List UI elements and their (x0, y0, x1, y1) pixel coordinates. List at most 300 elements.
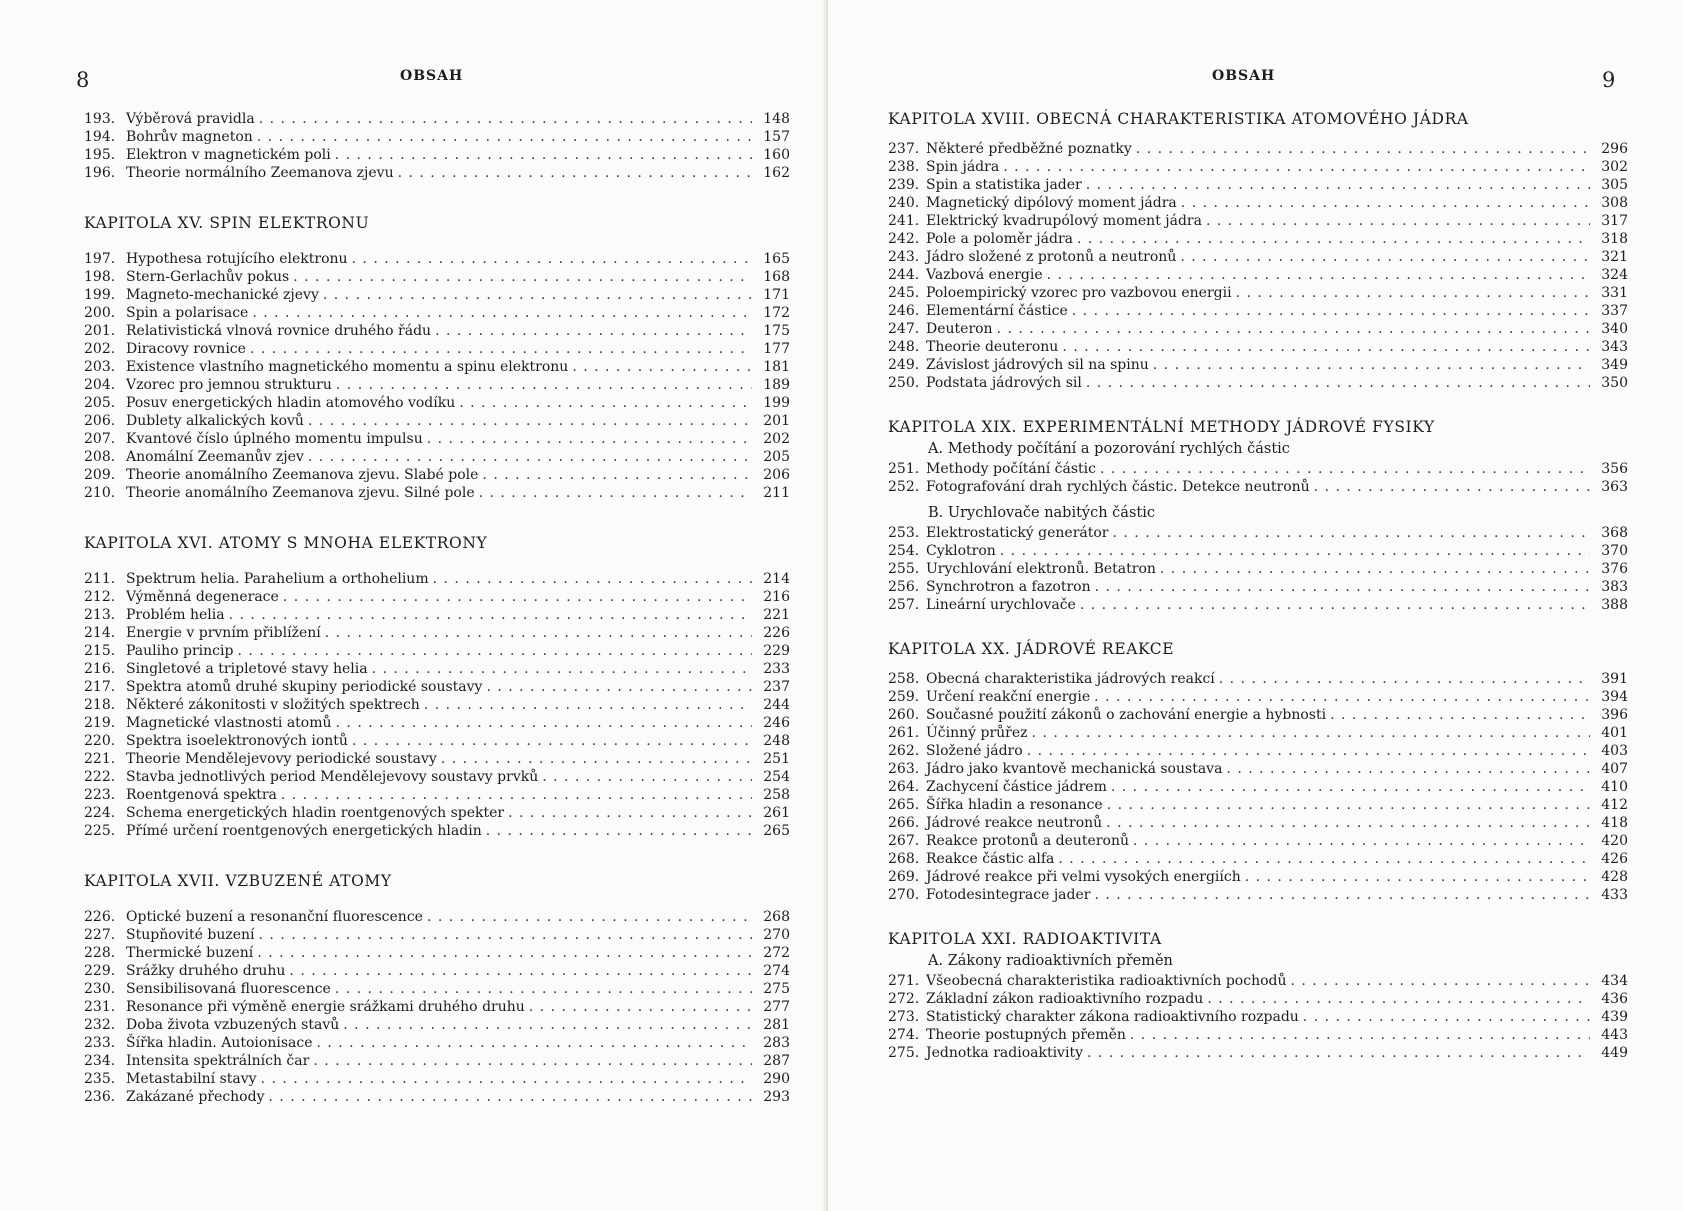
entry-title: Výměnná degenerace (126, 589, 279, 605)
entry-number: 249. (888, 357, 920, 373)
toc-entry (84, 786, 790, 804)
entry-title: Lineární urychlovače (926, 597, 1076, 613)
toc-entry (84, 768, 790, 786)
entry-page-number: 388 (1601, 597, 1628, 613)
entry-title: Výběrová pravidla (126, 111, 255, 127)
dot-leader (1180, 248, 1590, 266)
entry-page-number: 343 (1601, 339, 1628, 355)
entry-number: 250. (888, 375, 920, 391)
entry-title: Stupňovité buzení (126, 927, 255, 943)
toc-entry (84, 340, 790, 358)
toc-entry (84, 944, 790, 962)
toc-entry (888, 796, 1628, 814)
toc-entry (84, 642, 790, 660)
entry-number: 244. (888, 267, 920, 283)
toc-entry (888, 524, 1628, 542)
entry-page-number: 177 (763, 341, 790, 357)
entry-title: Reakce protonů a deuteronů (926, 833, 1129, 849)
dot-leader (372, 660, 752, 678)
toc-entry (888, 832, 1628, 850)
toc-left (84, 110, 790, 1106)
entry-page-number: 157 (763, 129, 790, 145)
entry-number: 256. (888, 579, 920, 595)
toc-entry (84, 588, 790, 606)
entry-number: 226. (84, 909, 116, 925)
entry-title: Hypothesa rotujícího elektronu (126, 251, 348, 267)
entry-number: 257. (888, 597, 920, 613)
dot-leader (289, 962, 752, 980)
entry-title: Existence vlastního magnetického momentu a spinu elektronu (126, 359, 569, 375)
entry-number: 259. (888, 689, 920, 705)
entry-title: Určení reakční energie (926, 689, 1091, 705)
toc-entry (84, 304, 790, 322)
entry-number: 196. (84, 165, 116, 181)
entry-title: Spin jádra (926, 159, 1000, 175)
entry-page-number: 412 (1601, 797, 1628, 813)
entry-title: Vazbová energie (926, 267, 1043, 283)
entry-page-number: 226 (763, 625, 790, 641)
entry-page-number: 283 (763, 1035, 790, 1051)
entry-title: Energie v prvním přiblížení (126, 625, 321, 641)
entry-title: Přímé určení roentgenových energetických hladin (126, 823, 482, 839)
toc-entry (84, 110, 790, 128)
entry-page-number: 160 (763, 147, 790, 163)
entry-number: 219. (84, 715, 116, 731)
entry-title: Stern-Gerlachův pokus (126, 269, 290, 285)
toc-entry (888, 990, 1628, 1008)
dot-leader (1207, 990, 1590, 1008)
entry-title: Bohrův magneton (126, 129, 253, 145)
dot-leader (229, 606, 752, 624)
toc-group (888, 524, 1628, 614)
entry-number: 230. (84, 981, 116, 997)
entry-number: 193. (84, 111, 116, 127)
entry-page-number: 420 (1601, 833, 1628, 849)
toc-entry (84, 570, 790, 588)
entry-page-number: 168 (763, 269, 790, 285)
entry-title: Diracovy rovnice (126, 341, 246, 357)
entry-page-number: 331 (1601, 285, 1628, 301)
entry-page-number: 396 (1601, 707, 1628, 723)
entry-title: Složené jádro (926, 743, 1023, 759)
dot-leader (1206, 212, 1590, 230)
dot-leader (261, 1070, 752, 1088)
entry-number: 246. (888, 303, 920, 319)
dot-leader (257, 944, 752, 962)
entry-title: Podstata jádrových sil (926, 375, 1082, 391)
toc-entry (888, 850, 1628, 868)
entry-page-number: 350 (1601, 375, 1628, 391)
toc-entry (888, 760, 1628, 778)
dot-leader (259, 110, 752, 128)
dot-leader (441, 750, 752, 768)
toc-entry (888, 248, 1628, 266)
entry-title: Pauliho princip (126, 643, 234, 659)
dot-leader (435, 322, 752, 340)
entry-number: 271. (888, 973, 920, 989)
entry-title: Závislost jádrových sil na spinu (926, 357, 1149, 373)
toc-group (888, 670, 1628, 904)
toc-entry (888, 158, 1628, 176)
entry-page-number: 272 (763, 945, 790, 961)
entry-page-number: 434 (1601, 973, 1628, 989)
dot-leader (1160, 560, 1590, 578)
entry-title: Jádro jako kvantově mechanická soustava (926, 761, 1223, 777)
entry-number: 258. (888, 671, 920, 687)
entry-page-number: 175 (763, 323, 790, 339)
toc-entry (888, 868, 1628, 886)
entry-title: Roentgenová spektra (126, 787, 277, 803)
dot-leader (486, 678, 752, 696)
toc-entry (84, 1070, 790, 1088)
entry-page-number: 251 (763, 751, 790, 767)
entry-number: 235. (84, 1071, 116, 1087)
dot-leader (1086, 374, 1590, 392)
entry-page-number: 436 (1601, 991, 1628, 1007)
toc-entry (888, 338, 1628, 356)
entry-number: 262. (888, 743, 920, 759)
entry-page-number: 324 (1601, 267, 1628, 283)
entry-page-number: 189 (763, 377, 790, 393)
chapter-heading: KAPITOLA XX. JÁDROVÉ REAKCE (888, 640, 1175, 658)
toc-entry (84, 926, 790, 944)
dot-leader (1058, 850, 1590, 868)
dot-leader (1047, 266, 1590, 284)
entry-page-number: 216 (763, 589, 790, 605)
toc-group (888, 972, 1628, 1062)
entry-title: Současné použití zákonů o zachování energie a hybnosti (926, 707, 1327, 723)
entry-number: 272. (888, 991, 920, 1007)
entry-title: Zachycení částice jádrem (926, 779, 1107, 795)
entry-number: 206. (84, 413, 116, 429)
dot-leader (1094, 688, 1590, 706)
dot-leader (1072, 302, 1590, 320)
toc-entry (84, 804, 790, 822)
toc-entry (84, 998, 790, 1016)
toc-entry (888, 212, 1628, 230)
toc-entry (888, 1026, 1628, 1044)
entry-title: Magneto-mechanické zjevy (126, 287, 319, 303)
entry-page-number: 401 (1601, 725, 1628, 741)
entry-title: Thermické buzení (126, 945, 254, 961)
entry-page-number: 229 (763, 643, 790, 659)
toc-entry (888, 230, 1628, 248)
toc-entry (84, 678, 790, 696)
toc-entry (888, 596, 1628, 614)
toc-entry (84, 128, 790, 146)
chapter-heading: KAPITOLA XXI. RADIOAKTIVITA (888, 930, 1162, 948)
entry-number: 234. (84, 1053, 116, 1069)
toc-entry (84, 412, 790, 430)
dot-leader (308, 412, 752, 430)
entry-title: Synchrotron a fazotron (926, 579, 1091, 595)
entry-title: Posuv energetických hladin atomového vodíku (126, 395, 456, 411)
dot-leader (1245, 868, 1590, 886)
toc-entry (888, 302, 1628, 320)
dot-leader (1314, 478, 1590, 496)
entry-title: Jednotka radioaktivity (926, 1045, 1083, 1061)
entry-title: Všeobecná charakteristika radioaktivních pochodů (926, 973, 1287, 989)
toc-entry (84, 322, 790, 340)
toc-group (84, 570, 790, 840)
entry-number: 233. (84, 1035, 116, 1051)
toc-group (888, 140, 1628, 392)
toc-entry (84, 732, 790, 750)
entry-page-number: 443 (1601, 1027, 1628, 1043)
entry-number: 273. (888, 1009, 920, 1025)
entry-title: Reakce částic alfa (926, 851, 1055, 867)
entry-number: 213. (84, 607, 116, 623)
entry-number: 239. (888, 177, 920, 193)
entry-title: Fotodesintegrace jader (926, 887, 1091, 903)
entry-page-number: 268 (763, 909, 790, 925)
dot-leader (1095, 578, 1590, 596)
dot-leader (335, 146, 752, 164)
dot-leader (1080, 596, 1590, 614)
entry-title: Theorie deuteronu (926, 339, 1059, 355)
entry-title: Theorie anomálního Zeemanova zjevu. Slabé pole (126, 467, 479, 483)
entry-page-number: 275 (763, 981, 790, 997)
toc-entry (84, 624, 790, 642)
dot-leader (335, 980, 752, 998)
dot-leader (308, 448, 752, 466)
dot-leader (1111, 778, 1590, 796)
toc-entry (84, 1034, 790, 1052)
dot-leader (424, 696, 752, 714)
toc-entry (888, 724, 1628, 742)
toc-entry (84, 962, 790, 980)
entry-number: 221. (84, 751, 116, 767)
entry-page-number: 246 (763, 715, 790, 731)
entry-number: 203. (84, 359, 116, 375)
dot-leader (1219, 670, 1590, 688)
entry-page-number: 290 (763, 1071, 790, 1087)
entry-page-number: 318 (1601, 231, 1628, 247)
entry-page-number: 305 (1601, 177, 1628, 193)
entry-number: 242. (888, 231, 920, 247)
toc-entry (84, 164, 790, 182)
entry-number: 229. (84, 963, 116, 979)
entry-page-number: 370 (1601, 543, 1628, 559)
entry-number: 231. (84, 999, 116, 1015)
toc-entry (888, 972, 1628, 990)
dot-leader (1086, 176, 1590, 194)
toc-entry (84, 750, 790, 768)
entry-page-number: 308 (1601, 195, 1628, 211)
toc-entry (888, 688, 1628, 706)
toc-entry (84, 394, 790, 412)
dot-leader (1226, 760, 1590, 778)
entry-page-number: 254 (763, 769, 790, 785)
dot-leader (250, 340, 752, 358)
entry-page-number: 356 (1601, 461, 1628, 477)
entry-page-number: 274 (763, 963, 790, 979)
entry-title: Spektra isoelektronových iontů (126, 733, 348, 749)
entry-page-number: 211 (763, 485, 790, 501)
entry-page-number: 165 (763, 251, 790, 267)
entry-title: Jádrové reakce při velmi vysokých energiích (926, 869, 1241, 885)
dot-leader (237, 642, 752, 660)
chapter-heading: KAPITOLA XVIII. OBECNÁ CHARAKTERISTIKA ATOMOVÉHO JÁDRA (888, 110, 1469, 128)
dot-leader (508, 804, 752, 822)
toc-entry (84, 250, 790, 268)
entry-number: 241. (888, 213, 920, 229)
entry-number: 202. (84, 341, 116, 357)
dot-leader (268, 1088, 752, 1106)
entry-number: 245. (888, 285, 920, 301)
entry-number: 267. (888, 833, 920, 849)
entry-number: 251. (888, 461, 920, 477)
entry-page-number: 403 (1601, 743, 1628, 759)
entry-page-number: 172 (763, 305, 790, 321)
toc-entry (888, 814, 1628, 832)
entry-title: Elektron v magnetickém poli (126, 147, 331, 163)
entry-number: 222. (84, 769, 116, 785)
dot-leader (1003, 158, 1590, 176)
dot-leader (259, 926, 752, 944)
dot-leader (398, 164, 752, 182)
entry-page-number: 418 (1601, 815, 1628, 831)
toc-entry (888, 374, 1628, 392)
entry-title: Magnetické vlastnosti atomů (126, 715, 332, 731)
entry-number: 237. (888, 141, 920, 157)
entry-page-number: 363 (1601, 479, 1628, 495)
entry-page-number: 433 (1601, 887, 1628, 903)
entry-number: 194. (84, 129, 116, 145)
dot-leader (1136, 140, 1590, 158)
chapter-heading: KAPITOLA XVI. ATOMY S MNOHA ELEKTRONY (84, 534, 488, 552)
entry-number: 236. (84, 1089, 116, 1105)
entry-page-number: 201 (763, 413, 790, 429)
toc-entry (888, 284, 1628, 302)
toc-entry (84, 980, 790, 998)
running-head: OBSAH (400, 68, 464, 84)
entry-page-number: 261 (763, 805, 790, 821)
entry-title: Anomální Zeemanův zjev (126, 449, 304, 465)
entry-page-number: 293 (763, 1089, 790, 1105)
chapter-heading: KAPITOLA XV. SPIN ELEKTRONU (84, 214, 370, 232)
toc-entry (84, 606, 790, 624)
entry-title: Spin a polarisace (126, 305, 249, 321)
entry-page-number: 171 (763, 287, 790, 303)
dot-leader (257, 128, 752, 146)
entry-number: 214. (84, 625, 116, 641)
toc-entry (888, 460, 1628, 478)
toc-group (888, 460, 1628, 496)
toc-entry (888, 1044, 1628, 1062)
entry-number: 223. (84, 787, 116, 803)
entry-title: Theorie normálního Zeemanova zjevu (126, 165, 394, 181)
entry-page-number: 349 (1601, 357, 1628, 373)
toc-entry (888, 320, 1628, 338)
dot-leader (313, 1052, 752, 1070)
dot-leader (1130, 1026, 1590, 1044)
entry-page-number: 391 (1601, 671, 1628, 687)
entry-page-number: 248 (763, 733, 790, 749)
entry-number: 240. (888, 195, 920, 211)
toc-entry (888, 356, 1628, 374)
entry-number: 216. (84, 661, 116, 677)
right-page (828, 0, 1683, 1211)
entry-title: Kvantové číslo úplného momentu impulsu (126, 431, 423, 447)
dot-leader (343, 1016, 752, 1034)
entry-number: 243. (888, 249, 920, 265)
toc-entry (888, 886, 1628, 904)
toc-entry (84, 146, 790, 164)
chapter-heading: KAPITOLA XVII. VZBUZENÉ ATOMY (84, 872, 392, 890)
subsection-heading: A. Zákony radioaktivních přeměn (928, 953, 1173, 969)
dot-leader (997, 320, 1590, 338)
toc-entry (84, 1016, 790, 1034)
entry-number: 217. (84, 679, 116, 695)
toc-group (84, 908, 790, 1106)
entry-title: Cyklotron (926, 543, 996, 559)
entry-page-number: 449 (1601, 1045, 1628, 1061)
entry-title: Poloempirický vzorec pro vazbovou energii (926, 285, 1232, 301)
dot-leader (1032, 724, 1590, 742)
entry-page-number: 258 (763, 787, 790, 803)
entry-number: 215. (84, 643, 116, 659)
entry-number: 255. (888, 561, 920, 577)
toc-entry (84, 466, 790, 484)
entry-number: 224. (84, 805, 116, 821)
entry-title: Methody počítání částic (926, 461, 1096, 477)
entry-title: Účinný průřez (926, 725, 1028, 741)
toc-entry (84, 1052, 790, 1070)
entry-number: 210. (84, 485, 116, 501)
entry-number: 227. (84, 927, 116, 943)
entry-title: Jádro složené z protonů a neutronů (926, 249, 1177, 265)
entry-page-number: 407 (1601, 761, 1628, 777)
entry-title: Theorie Mendělejevovy periodické soustavy (126, 751, 437, 767)
entry-page-number: 281 (763, 1017, 790, 1033)
entry-number: 274. (888, 1027, 920, 1043)
toc-entry (84, 268, 790, 286)
entry-title: Intensita spektrálních čar (126, 1053, 310, 1069)
entry-page-number: 202 (763, 431, 790, 447)
entry-page-number: 148 (763, 111, 790, 127)
entry-title: Sensibilisovaná fluorescence (126, 981, 331, 997)
entry-number: 263. (888, 761, 920, 777)
dot-leader (293, 268, 752, 286)
toc-entry (84, 430, 790, 448)
dot-leader (1181, 194, 1590, 212)
dot-leader (323, 286, 752, 304)
toc-group (84, 250, 790, 502)
entry-title: Obecná charakteristika jádrových reakcí (926, 671, 1215, 687)
entry-number: 265. (888, 797, 920, 813)
entry-number: 220. (84, 733, 116, 749)
entry-title: Relativistická vlnová rovnice druhého řádu (126, 323, 432, 339)
entry-title: Spektrum helia. Parahelium a orthohelium (126, 571, 429, 587)
entry-number: 205. (84, 395, 116, 411)
entry-title: Základní zákon radioaktivního rozpadu (926, 991, 1204, 1007)
entry-number: 204. (84, 377, 116, 393)
toc-entry (84, 1088, 790, 1106)
subsection-heading: B. Urychlovače nabitých částic (928, 505, 1155, 521)
entry-title: Problém helia (126, 607, 225, 623)
dot-leader (1153, 356, 1590, 374)
dot-leader (283, 588, 752, 606)
dot-leader (1236, 284, 1590, 302)
entry-number: 261. (888, 725, 920, 741)
entry-number: 253. (888, 525, 920, 541)
dot-leader (1000, 542, 1590, 560)
entry-page-number: 394 (1601, 689, 1628, 705)
toc-entry (888, 1008, 1628, 1026)
entry-title: Šířka hladin a resonance (926, 797, 1103, 813)
dot-leader (427, 908, 752, 926)
